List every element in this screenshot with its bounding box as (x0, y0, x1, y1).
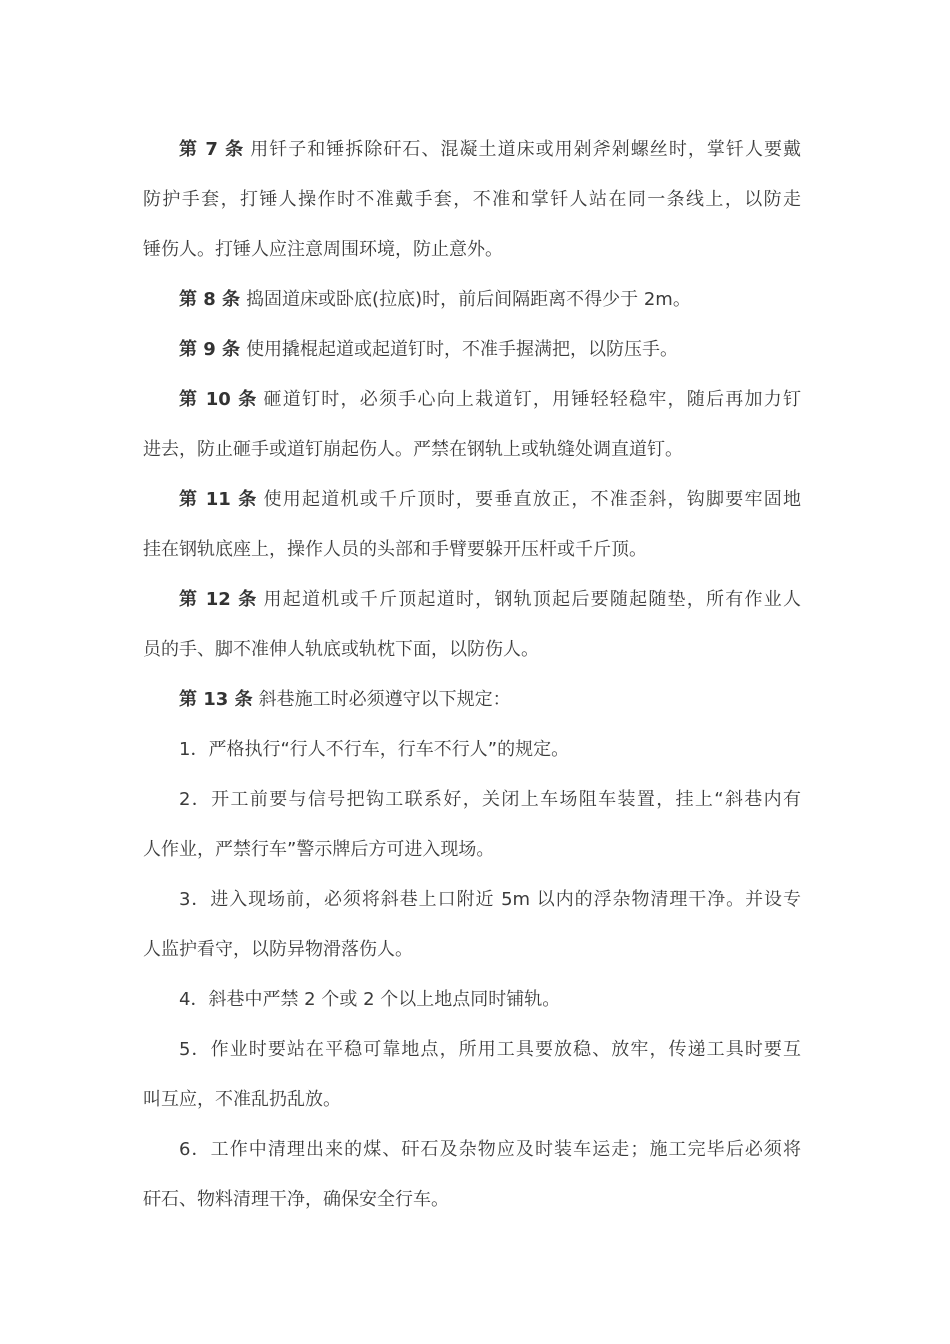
paragraph (143, 475, 801, 575)
line-text: 斜巷施工时必须遵守以下规定： (258, 689, 511, 710)
text-line (143, 975, 801, 1025)
text-line (143, 525, 801, 575)
line-text: 用钎子和锤拆除矸石、混凝土道床或用剁斧剁螺丝时，掌钎人要戴 (250, 139, 802, 160)
text-line (143, 875, 801, 925)
paragraph (143, 1025, 801, 1125)
text-line (143, 125, 801, 175)
text-line (143, 825, 801, 875)
paragraph (143, 1125, 801, 1225)
text-line (143, 425, 801, 475)
line-text: 防护手套，打锤人操作时不准戴手套，不准和掌钎人站在同一条线上，以防走 (143, 189, 801, 210)
text-line (143, 625, 801, 675)
line-text: 1．严格执行“行人不行车，行车不行人”的规定。 (179, 739, 570, 760)
article-label: 第 8 条 (179, 289, 241, 310)
line-text: 使用撬棍起道或起道钉时，不准手握满把，以防压手。 (246, 339, 679, 360)
article-label: 第 10 条 (179, 389, 258, 410)
paragraph (143, 325, 801, 375)
line-text: 进去，防止砸手或道钉崩起伤人。严禁在钢轨上或轨缝处调直道钉。 (143, 439, 683, 460)
paragraph (143, 675, 801, 725)
text-line (143, 675, 801, 725)
line-text: 6．工作中清理出来的煤、矸石及杂物应及时装车运走；施工完毕后必须将 (179, 1139, 801, 1160)
line-text: 员的手、脚不准伸人轨底或轨枕下面，以防伤人。 (143, 639, 539, 660)
line-text: 2．开工前要与信号把钩工联系好，关闭上车场阻车装置，挂上“斜巷内有 (179, 789, 801, 810)
paragraph (143, 875, 801, 975)
article-label: 第 7 条 (179, 139, 245, 160)
line-text: 砸道钉时，必须手心向上栽道钉，用锤轻轻稳牢，随后再加力钉 (263, 389, 801, 410)
article-label: 第 11 条 (179, 489, 258, 510)
document-body (143, 125, 801, 1225)
paragraph (143, 125, 801, 275)
text-line (143, 1175, 801, 1225)
line-text: 捣固道床或卧底(拉底)时，前后间隔距离不得少于 2m。 (246, 289, 691, 310)
line-text: 矸石、物料清理干净，确保安全行车。 (143, 1189, 449, 1210)
line-text: 锤伤人。打锤人应注意周围环境，防止意外。 (143, 239, 503, 260)
text-line (143, 775, 801, 825)
line-text: 叫互应，不准乱扔乱放。 (143, 1089, 341, 1110)
paragraph (143, 275, 801, 325)
text-line (143, 1125, 801, 1175)
line-text: 4．斜巷中严禁 2 个或 2 个以上地点同时铺轨。 (179, 989, 561, 1010)
text-line (143, 725, 801, 775)
text-line (143, 1025, 801, 1075)
line-text: 人作业，严禁行车”警示牌后方可进入现场。 (143, 839, 495, 860)
paragraph (143, 775, 801, 875)
text-line (143, 375, 801, 425)
text-line (143, 275, 801, 325)
line-text: 用起道机或千斤顶起道时，钢轨顶起后要随起随垫，所有作业人 (263, 589, 801, 610)
article-label: 第 9 条 (179, 339, 241, 360)
article-label: 第 12 条 (179, 589, 258, 610)
line-text: 使用起道机或千斤顶时，要垂直放正，不准歪斜，钩脚要牢固地 (263, 489, 801, 510)
text-line (143, 575, 801, 625)
paragraph (143, 575, 801, 675)
paragraph (143, 725, 801, 775)
text-line (143, 175, 801, 225)
text-line (143, 225, 801, 275)
article-label: 第 13 条 (179, 689, 253, 710)
line-text: 人监护看守，以防异物滑落伤人。 (143, 939, 413, 960)
line-text: 5．作业时要站在平稳可靠地点，所用工具要放稳、放牢，传递工具时要互 (179, 1039, 801, 1060)
paragraph (143, 375, 801, 475)
line-text: 挂在钢轨底座上，操作人员的头部和手臂要躲开压杆或千斤顶。 (143, 539, 647, 560)
text-line (143, 925, 801, 975)
text-line (143, 475, 801, 525)
text-line (143, 325, 801, 375)
paragraph (143, 975, 801, 1025)
text-line (143, 1075, 801, 1125)
line-text: 3．进入现场前，必须将斜巷上口附近 5m 以内的浮杂物清理干净。并设专 (179, 889, 801, 910)
